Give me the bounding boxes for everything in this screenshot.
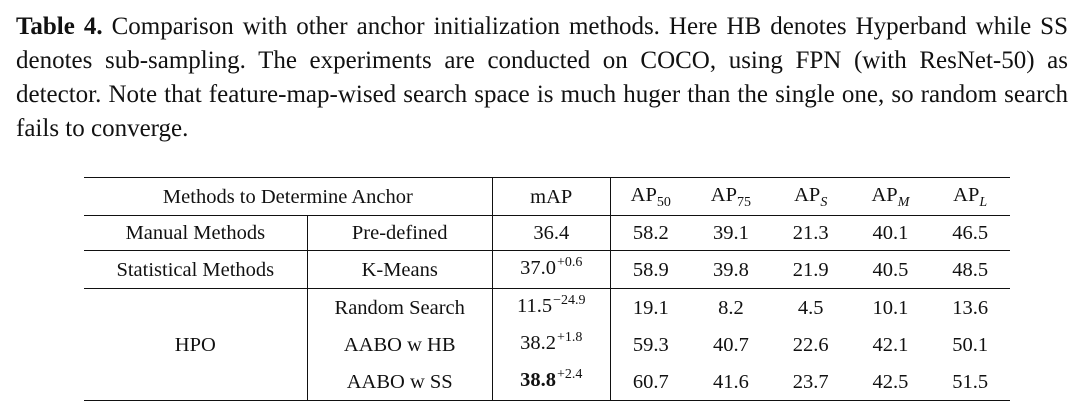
method-cell: K-Means [307,251,492,289]
header-aps-base: AP [794,184,821,206]
caption-text: Comparison with other anchor initialization methods. Here HB denotes Hyperband while SS denotes sub-sampling. The experiments are conducted on COCO, using FPN (with ResNet-50) as detector. Note that feature-map-wised search space is much huger than the single one, so random search fails to converge. [16,13,1068,142]
map-cell [492,216,610,251]
group-hpo: HPO [84,289,307,401]
header-apl [930,178,1010,216]
ap50-cell: 58.2 [610,216,691,251]
ap50-cell: 59.3 [632,333,669,356]
header-apm-base: AP [871,184,898,206]
map-cell [492,326,610,363]
ap75-cell: 41.6 [691,363,771,401]
results-table [84,177,1010,401]
map-delta: +0.6 [556,255,583,270]
map-cell [492,363,610,401]
table-row [84,289,1010,327]
ap75-cell: 8.2 [718,296,744,319]
map-value: 11.5 [516,295,553,317]
apm-cell: 40.5 [851,251,931,289]
ap50-cell: 58.9 [610,251,691,289]
map-value: 37.0 [520,257,556,279]
header-apl-sub: L [979,195,988,210]
ap50-cell: 19.1 [632,296,669,319]
apm-cell: 10.1 [872,296,909,319]
aps-cell: 23.7 [771,363,851,401]
group-manual: Manual Methods [84,216,307,251]
header-aps-sub: S [820,195,828,210]
header-ap50-base: AP [630,184,657,206]
header-apl-base: AP [953,184,980,206]
map-value: 38.2 [520,332,556,354]
table-caption [16,10,1068,146]
apl-cell: 13.6 [952,296,989,319]
header-apm [851,178,931,216]
ap75-cell: 40.7 [712,333,749,356]
apl-cell: 48.5 [930,251,1010,289]
map-delta: −24.9 [553,293,586,308]
apl-cell: 50.1 [952,333,989,356]
header-apm-sub: M [897,195,910,210]
map-value: 36.4 [533,222,570,244]
table-header-row [84,178,1010,216]
aps-cell: 21.9 [771,251,851,289]
map-delta: +2.4 [556,367,583,382]
header-ap75-base: AP [710,184,737,206]
map-cell [492,251,610,289]
map-cell [492,289,610,327]
apl-cell: 51.5 [930,363,1010,401]
method-cell: AABO w SS [307,363,492,401]
map-value: 38.8 [520,369,556,391]
aps-cell: 4.5 [797,296,824,319]
header-aps [771,178,851,216]
aps-cell: 21.3 [771,216,851,251]
table-row [84,216,1010,251]
ap75-cell: 39.1 [691,216,771,251]
apm-cell: 40.1 [851,216,931,251]
table-row [84,251,1010,289]
apl-cell: 46.5 [930,216,1010,251]
apm-cell: 42.1 [872,333,909,356]
apm-cell: 42.5 [851,363,931,401]
ap75-cell: 39.8 [691,251,771,289]
ap50-cell: 60.7 [610,363,691,401]
header-map: mAP [492,178,610,216]
method-cell: Pre-defined [307,216,492,251]
method-cell: AABO w HB [307,326,492,363]
aps-cell: 22.6 [792,333,829,356]
header-ap75-sub: 75 [736,195,751,210]
map-delta: +1.8 [556,330,583,345]
method-cell: Random Search [307,289,492,327]
header-ap50-sub: 50 [656,195,671,210]
header-methods: Methods to Determine Anchor [84,178,492,216]
group-statistical: Statistical Methods [84,251,307,289]
header-ap50 [610,178,691,216]
caption-label: Table 4. [16,13,103,40]
header-ap75 [691,178,771,216]
